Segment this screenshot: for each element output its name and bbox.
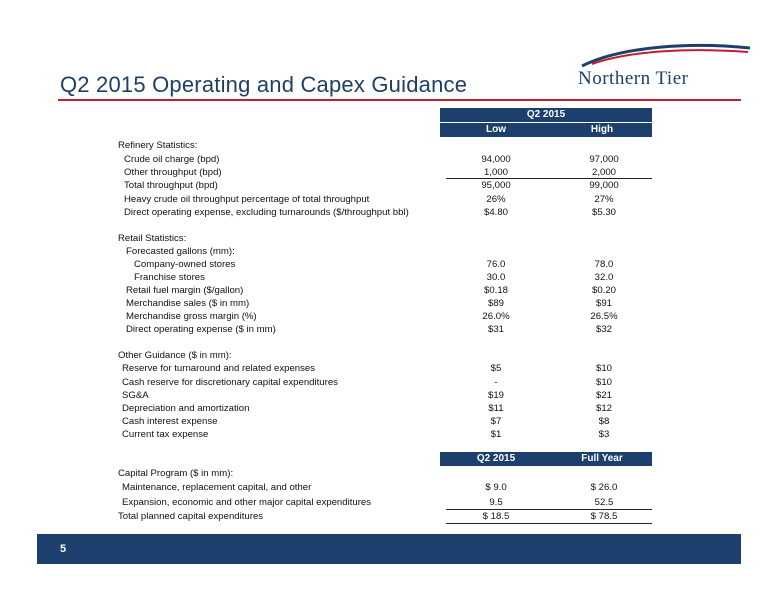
refinery-row-low: 95,000	[481, 180, 511, 191]
section-heading-retail: Retail Statistics:	[118, 233, 187, 244]
retail-row-label: Direct operating expense ($ in mm)	[126, 324, 276, 335]
capex-row-label: Maintenance, replacement capital, and other	[122, 482, 312, 493]
forecast-heading: Forecasted gallons (mm):	[126, 246, 235, 257]
title-divider	[58, 99, 741, 101]
retail-row-low: $89	[487, 298, 504, 309]
refinery-row-low: $4.80	[483, 207, 508, 218]
capex-subtotal-rule	[446, 509, 652, 510]
page-title: Q2 2015 Operating and Capex Guidance	[60, 72, 468, 97]
other-row-low: $7	[490, 416, 502, 427]
capex-row-q2: $ 9.0	[485, 482, 507, 493]
refinery-row-label: Crude oil charge (bpd)	[124, 154, 220, 165]
other-row-low: $5	[490, 363, 502, 374]
refinery-row-low: 1,000	[483, 167, 508, 178]
refinery-row-label: Heavy crude oil throughput percentage of total throughput	[124, 194, 370, 205]
capex-total-rule	[446, 523, 652, 524]
section-heading-other: Other Guidance ($ in mm):	[118, 350, 232, 361]
logo-text: Northern Tier	[578, 68, 689, 89]
other-row-high: $8	[598, 416, 610, 427]
retail-row-low: $0.18	[483, 285, 508, 296]
retail-row-high: 78.0	[594, 259, 614, 270]
refinery-row-label: Direct operating expense, excluding turnarounds ($/throughput bbl)	[124, 207, 409, 218]
retail-row-label: Company-owned stores	[134, 259, 236, 270]
capex-total-label: Total planned capital expenditures	[118, 511, 264, 522]
other-row-label: Cash reserve for discretionary capital expenditures	[122, 377, 338, 388]
other-row-label: Cash interest expense	[122, 416, 218, 427]
other-row-low: $19	[487, 390, 504, 401]
retail-row-low: 76.0	[486, 259, 506, 270]
refinery-row-low: 94,000	[481, 154, 511, 165]
retail-row-label: Merchandise sales ($ in mm)	[126, 298, 250, 309]
retail-row-high: 32.0	[594, 272, 614, 283]
header-band-period	[440, 108, 652, 122]
other-row-low: -	[494, 377, 498, 388]
refinery-row-label: Total throughput (bpd)	[124, 180, 218, 191]
other-row-high: $3	[598, 429, 610, 440]
section-heading-refinery: Refinery Statistics:	[118, 140, 198, 151]
capex-header-fy: Full Year	[581, 453, 623, 464]
retail-row-high: $0.20	[591, 285, 616, 296]
retail-row-high: $91	[595, 298, 612, 309]
subtotal-rule	[446, 178, 652, 179]
other-row-label: SG&A	[122, 390, 149, 401]
section-heading-capex: Capital Program ($ in mm):	[118, 468, 234, 479]
retail-row-high: 26.5%	[590, 311, 618, 322]
header-low: Low	[486, 124, 506, 135]
refinery-row-low: 26%	[486, 194, 506, 205]
refinery-row-high: 2,000	[591, 167, 616, 178]
other-row-label: Depreciation and amortization	[122, 403, 250, 414]
refinery-row-label: Other throughput (bpd)	[124, 167, 222, 178]
other-row-high: $10	[595, 363, 612, 374]
capex-header-band	[440, 452, 652, 466]
refinery-row-high: 99,000	[589, 180, 619, 191]
header-high: High	[590, 124, 614, 135]
refinery-row-high: 27%	[594, 194, 614, 205]
capex-total-fy: $ 78.5	[590, 511, 618, 522]
refinery-row-high: 97,000	[589, 154, 619, 165]
other-row-label: Current tax expense	[122, 429, 209, 440]
retail-row-label: Retail fuel margin ($/gallon)	[126, 285, 244, 296]
capex-row-fy: $ 26.0	[590, 482, 618, 493]
retail-row-low: 26.0%	[482, 311, 510, 322]
capex-header-q2: Q2 2015	[476, 453, 516, 464]
capex-total-q2: $ 18.5	[482, 511, 510, 522]
footer-bar	[37, 534, 741, 564]
other-row-high: $12	[595, 403, 612, 414]
retail-row-low: 30.0	[486, 272, 506, 283]
header-period: Q2 2015	[526, 109, 566, 120]
other-row-label: Reserve for turnaround and related expenses	[122, 363, 316, 374]
page-number: 5	[60, 543, 67, 555]
retail-row-high: $32	[595, 324, 612, 335]
capex-row-fy: 52.5	[594, 497, 614, 508]
retail-row-label: Merchandise gross margin (%)	[126, 311, 257, 322]
retail-row-label: Franchise stores	[134, 272, 205, 283]
capex-row-q2: 9.5	[489, 497, 503, 508]
other-row-low: $1	[490, 429, 502, 440]
retail-row-low: $31	[487, 324, 504, 335]
other-row-high: $21	[595, 390, 612, 401]
other-row-high: $10	[595, 377, 612, 388]
header-band-columns	[440, 123, 652, 137]
refinery-row-high: $5.30	[591, 207, 616, 218]
capex-row-label: Expansion, economic and other major capital expenditures	[122, 497, 372, 508]
other-row-low: $11	[488, 403, 504, 414]
